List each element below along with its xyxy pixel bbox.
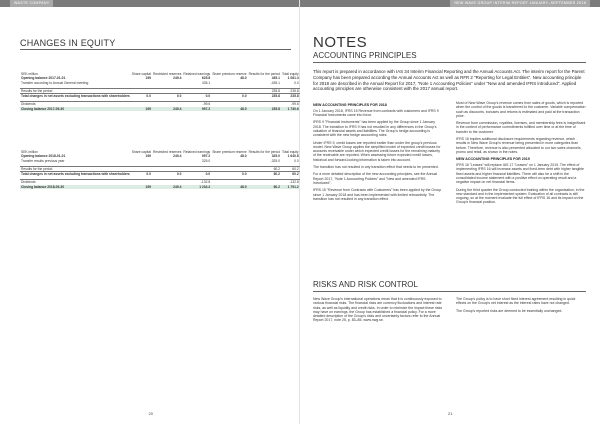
paragraph: The transition has not resulted in any transition effect that needs to be presented. [313,165,439,170]
table-cell: 249.4 [152,107,182,111]
table-cell: 435.1 [271,76,280,81]
table-cell: -99.6 [281,102,300,107]
notes-divider [313,62,586,63]
row-label: Transfer results previous year [21,158,65,163]
paragraph: During the third quarter the Group conducted training within the organisation, in the new standard and in the implemented system. Evaluation of all contracts is still ongoing, so at the moment evaluate the full effect of IFRS 16 and its impact on the Group's financial position. [456,187,585,205]
column-header: Total equity [281,72,299,76]
table-cell: 60.2 [248,172,281,177]
column-header: Retained earnings [183,72,211,76]
table-cell: 199 [131,185,152,189]
table-cell: 0.0 [131,94,152,99]
column-header: Retained earnings [183,150,211,154]
table-cell: 0.0 [294,158,299,163]
table-row [20,107,300,111]
column-header: Share premium reserve [212,150,247,154]
table-cell: 0.0 [152,94,182,99]
table-cell: 60.2 [248,166,281,171]
table-cell: 1 640.8 [287,154,299,159]
table-cell: 235.8 [248,94,281,99]
column-header: Results for the period [248,150,280,154]
table-cell: -132.8 [281,180,300,185]
changes-in-equity-title: CHANGES IN EQUITY [20,38,116,48]
paragraph: IFRS 9 "Financial Instruments" has been applied by the Group since 1 January 2018. The transition to IFRS 9 has not resulted in any differences in the Group's valuation of financial assets and liabilities. The Group's hedge accounting is consistent with the new hedge accounting rules. [313,120,437,138]
table-cell: 48.0 [240,76,247,81]
table-cell: -132.8 [182,180,211,185]
table-cell: 48.0 [240,154,247,159]
title-divider [20,49,291,50]
row-label: Opening balance 2017-01-01 [21,76,66,81]
table-cell: 249.4 [173,154,182,159]
table-cell: 48.0 [211,107,247,111]
column-header: Share premium reserve [212,72,247,76]
table-cell: 0.0 [131,172,152,177]
equity-table-2017 [20,72,300,111]
table-cell: 249.4 [173,76,182,81]
table-cell: 235.8 [248,107,281,111]
row-label: Closing balance 2018-09-30 [20,185,131,189]
paragraph: IFRS 15 "Revenue from Contracts with Customers" has been applied by the Group since 1 January 2018 and has been implemented with limited retroactivity. The transition has not resulted in any transition effect. [313,188,442,201]
notes-column-1 [313,101,443,204]
column-header: Total equity [281,150,299,154]
paragraph: For a more detailed description of the new accounting principles, see the Annual Report 2017, "Note 1 Accounting Policies" and "New and amended IFRS introduced". [313,172,438,185]
row-label: Results for the period [20,166,131,171]
row-label: Dividends [20,102,131,107]
table-cell: 0.0 [182,94,211,99]
paragraph: The Group's policy is to have short fixed interest agreement resulting in quick effects on the Group's net interest as the interest rates have not changed. [456,297,576,306]
accounting-principles-subtitle: ACCOUNTING PRINCIPLES [313,51,417,60]
table-cell: 1 234.2 [182,185,211,189]
column-header: Restricted reserves [153,72,182,76]
risk-column-2 [456,297,586,316]
table-cell: 249.4 [152,185,182,189]
row-label: Opening balance 2018-01-01 [21,154,66,159]
column-header: Results for the period [248,72,280,76]
column-header: Share capital [131,150,152,154]
table-cell: 997.2 [201,154,211,159]
paragraph: IFRS 16 "Leases" will replace IAS 17 "Leases" on 1 January 2019. The effect of implementing IFRS 16 will increase assets and fixed-term debt with higher tangible fixed assets and higher financial liabilities. There will also be a shift in the consolidated income statement with a positive effect on operating result and a negative impact on net financial items. [456,163,585,185]
accounting-intro-paragraph: This report is prepared in accordance with IAS 34 Interim Financial Reporting and the Annual Accounts Act. The interim report for the Parent Company has been prepared according the Annual Accounts Act as well as RFR 2 "Reporting for Legal Entities". New accounting principle for 2018 are described in the Annual Report for 2017, "Note 1 Accounting Policies" under "New and amended IFRS introduced". Applied accounting principles are otherwise consistent with the 2017 annual report. [313,69,585,92]
table-cell: 325.0 [201,158,211,163]
paragraph: IFRS 15 implies additional disclosure requirements regarding revenue, which results in New Wave Group's revenue being presented in more categories than before. Therefore, revenue is also presented allocated to our two sales channels, promo and retail, as shown in the notes. [456,137,582,154]
paragraph: Most of New Wave Group's revenue comes from sales of goods, which is reported when the control of the goods is transferred to the customer. Variable compensation such as discounts, bonuses and returns is estimated and paid at the transaction price. [456,101,586,118]
table-cell: 0.0 [211,94,247,99]
table-cell: 235.8 [248,88,281,93]
paragraph: Revenue from commission, royalties, licenses, and membership fees is insignificant in the context of performance commitments fulfilled over time or at the time of transfer to the customer. [456,121,586,134]
table-cell: 1 081.4 [287,76,299,81]
notes-column-2 [456,101,586,208]
table-cell: 997.2 [182,107,211,111]
row-label: Transfer according to Annual General meeting [21,80,89,85]
table-cell: 0.0 [152,172,182,177]
table-cell: 0.0 [211,172,247,177]
table-cell: -325.0 [270,158,280,163]
table-cell: 1 791.2 [281,185,300,189]
header-tab-right: NEW WAVE GROUP INTERIM REPORT JANUARY–SEPTEMBER 2018 [450,0,590,7]
equity-table-2018 [20,150,300,189]
row-label: Closing balance 2017-09-30 [20,107,131,111]
table-cell: 0.0 [294,80,299,85]
paragraph: New Wave Group's international operations mean that it is continuously exposed to various financial risks. The financial risks are currency fluctuations and interest rate risks, as well as liquidity and credit risks. In order to minimize the impact these risks may have on earnings, the Group has established a financial policy. For a more detailed description of the Group's risks and uncertainty factors refer to the Annual Report 2017, note 25, p. 83–85. www.nwg.se. [313,297,443,323]
risk-column-1 [313,297,443,326]
page-number-right: 21 [448,411,453,416]
column-header: SEK million [21,72,38,76]
table-cell: 199 [145,76,152,81]
table-cell: 325.0 [271,154,280,159]
table-cell: 435.1 [201,80,211,85]
table-cell: 0.0 [182,172,211,177]
header-tab-left: WASTE COMPANY [10,0,53,7]
table-cell: 625.8 [201,76,211,81]
paragraph: Under IFRS 9, credit losses are reported earlier than under the group's previous model. New Wave Group applies the simplified model of expected credit losses for accounts receivable under which expected credit losses for the remaining maturity of the receivable are reported. When assessing future expected credit losses, historical and forward-looking information is taken into account. [313,140,441,162]
notes-title: NOTES [313,34,368,51]
page-number-left: 20 [148,411,153,416]
table-cell: 199 [131,107,152,111]
row-label: Results for the period [20,88,131,93]
page-right [300,0,600,424]
table-cell: 48.0 [211,185,247,189]
table-cell: 199 [145,154,152,159]
risk-section-title: RISKS AND RISK CONTROL [313,280,418,289]
table-cell: -435.1 [270,80,280,85]
paragraph: The Group's reported risks are deemed to be essentially unchanged. [456,308,563,313]
paragraph: On 1 January 2018, IFRS 15 Revenue from contracts with customers and IFRS 9 Financial Instruments came into force. [313,108,439,118]
column-header: Restricted reserves [153,150,182,154]
table-cell: 60.2 [248,185,281,189]
subheading: NEW ACCOUNTING PRINCIPLES FOR 2019 [456,157,530,162]
table-cell: 60.2 [281,172,300,177]
column-header: Share capital [131,72,152,76]
column-header: SEK million [21,150,38,154]
table-cell: 235.8 [281,88,300,93]
risk-divider [313,291,586,292]
row-label: Dividends [20,180,131,185]
table-cell: 1 730.6 [281,107,300,111]
table-cell: 60.2 [281,166,300,171]
table-cell: 235.8 [281,94,300,99]
row-label: Total changes in net assets excluding transactions with shareholders [21,172,130,177]
row-label: Total changes in net assets excluding transactions with shareholders [21,94,130,99]
table-row [20,185,300,189]
subheading: NEW ACCOUNTING PRINCIPLES FOR 2018 [313,103,387,107]
table-cell: -99.6 [182,102,211,107]
